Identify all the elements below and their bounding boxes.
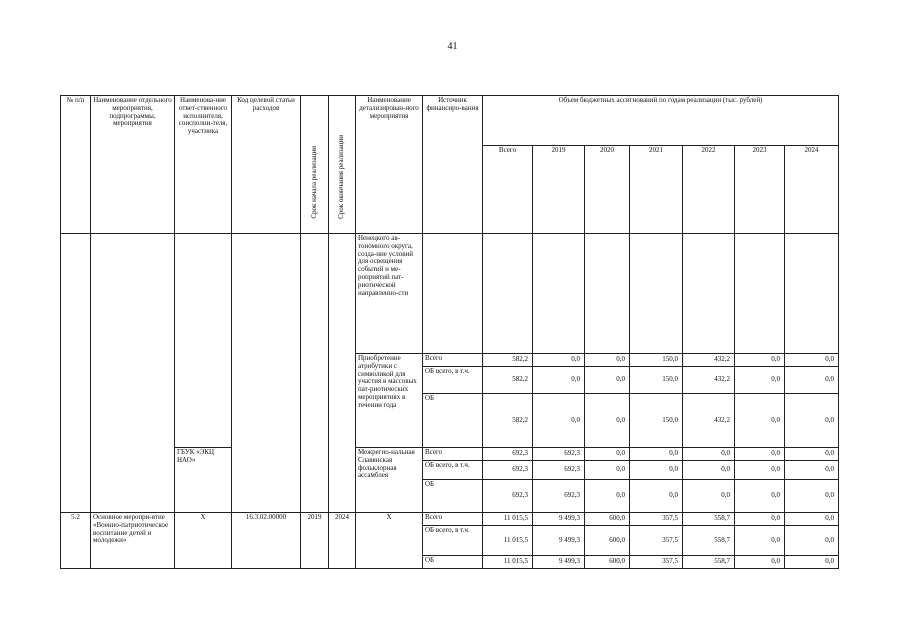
header-source: Источник финансиро-вания — [423, 96, 483, 234]
value-cell: 0,0 — [785, 556, 839, 569]
block1-source-0: Всего — [423, 354, 483, 367]
value-cell: 0,0 — [785, 513, 839, 526]
value-cell: 582,2 — [483, 354, 533, 367]
value-cell: 692,3 — [533, 448, 585, 461]
value-cell: 0,0 — [735, 480, 785, 513]
block3-code: 16.3.02.00000 — [232, 513, 301, 569]
block3-end: 2024 — [329, 513, 356, 569]
header-year-2024: 2024 — [785, 146, 839, 234]
block1-source-2: ОБ — [423, 394, 483, 448]
value-cell: 432,2 — [683, 367, 735, 394]
value-cell: 357,5 — [630, 526, 683, 556]
header-start: Срок начала реализации — [309, 146, 318, 219]
value-cell: 600,0 — [585, 513, 630, 526]
budget-table — [60, 95, 839, 569]
block2-executor: ГБУК «ЭКЦ НАО» — [175, 448, 232, 513]
continuation-text: Ненецкого ав-тономного округа, созда-ние условий для освещения событий и ме-роприятий пат-риотической направленно-сти — [356, 234, 423, 354]
value-cell: 600,0 — [585, 526, 630, 556]
value-cell: 0,0 — [585, 354, 630, 367]
value-cell: 692,3 — [533, 461, 585, 480]
value-cell: 582,2 — [483, 367, 533, 394]
value-cell: 0,0 — [683, 480, 735, 513]
value-cell: 0,0 — [735, 526, 785, 556]
value-cell: 0,0 — [585, 461, 630, 480]
value-cell: 432,2 — [683, 394, 735, 448]
table-row — [61, 448, 839, 461]
block1-detail: Приобретение атрибутики с символикой для участия в массовых пат-риотических мероприятиях в течении года — [356, 354, 423, 448]
value-cell: 432,2 — [683, 354, 735, 367]
value-cell: 0,0 — [683, 461, 735, 480]
value-cell: 0,0 — [630, 461, 683, 480]
value-cell: 692,3 — [483, 461, 533, 480]
header-year-2023: 2023 — [735, 146, 785, 234]
value-cell: 0,0 — [630, 480, 683, 513]
header-year-total: Всего — [483, 146, 533, 234]
page-number: 41 — [447, 41, 458, 52]
header-year-2019: 2019 — [533, 146, 585, 234]
block3-detail: Х — [356, 513, 423, 569]
value-cell: 150,0 — [630, 394, 683, 448]
block3-executor: Х — [175, 513, 232, 569]
value-cell: 11 015,5 — [483, 526, 533, 556]
value-cell: 0,0 — [683, 448, 735, 461]
header-no: № п/п — [61, 96, 91, 234]
value-cell: 0,0 — [785, 526, 839, 556]
value-cell: 558,7 — [683, 513, 735, 526]
value-cell: 0,0 — [735, 367, 785, 394]
block3-start: 2019 — [301, 513, 329, 569]
header-year-2020: 2020 — [585, 146, 630, 234]
header-event-name: Наименование отдельного мероприятия, подпрограммы, мероприятия — [91, 96, 175, 234]
block2-detail: Межрегио-нальная Славянская фольклорная ассамблея — [356, 448, 423, 513]
header-end-cell — [329, 96, 356, 234]
value-cell: 558,7 — [683, 556, 735, 569]
value-cell: 0,0 — [735, 448, 785, 461]
value-cell: 0,0 — [785, 461, 839, 480]
header-executor: Наименова-ние ответ-ственного исполнителя, соисполни-теля, участника — [175, 96, 232, 234]
value-cell: 692,3 — [483, 448, 533, 461]
value-cell: 11 015,5 — [483, 556, 533, 569]
value-cell: 0,0 — [630, 448, 683, 461]
block1-source-1: ОБ всего, в т.ч. — [423, 367, 483, 394]
value-cell: 582,2 — [483, 394, 533, 448]
value-cell: 9 499,3 — [533, 526, 585, 556]
value-cell: 0,0 — [785, 394, 839, 448]
block2-source-1: ОБ всего, в т.ч. — [423, 461, 483, 480]
value-cell: 0,0 — [785, 448, 839, 461]
continuation-row — [61, 234, 839, 354]
value-cell: 0,0 — [533, 367, 585, 394]
value-cell: 0,0 — [533, 394, 585, 448]
value-cell: 150,0 — [630, 354, 683, 367]
value-cell: 9 499,3 — [533, 556, 585, 569]
value-cell: 558,7 — [683, 526, 735, 556]
header-budget: Объем бюджетных ассигнований по годам реализации (тыс. рублей) — [483, 96, 839, 146]
header-year-2021: 2021 — [630, 146, 683, 234]
block2-source-0: Всего — [423, 448, 483, 461]
value-cell: 0,0 — [735, 513, 785, 526]
value-cell: 0,0 — [585, 367, 630, 394]
value-cell: 0,0 — [735, 354, 785, 367]
header-row — [61, 96, 839, 146]
value-cell: 0,0 — [585, 480, 630, 513]
value-cell: 357,5 — [630, 556, 683, 569]
value-cell: 0,0 — [735, 461, 785, 480]
value-cell: 0,0 — [585, 394, 630, 448]
value-cell: 692,3 — [483, 480, 533, 513]
value-cell: 0,0 — [785, 354, 839, 367]
value-cell: 600,0 — [585, 556, 630, 569]
value-cell: 9 499,3 — [533, 513, 585, 526]
table-row — [61, 513, 839, 526]
value-cell: 0,0 — [735, 556, 785, 569]
value-cell: 0,0 — [585, 448, 630, 461]
block2-source-2: ОБ — [423, 480, 483, 513]
value-cell: 0,0 — [735, 394, 785, 448]
value-cell: 150,0 — [630, 367, 683, 394]
value-cell: 0,0 — [785, 367, 839, 394]
value-cell: 357,5 — [630, 513, 683, 526]
value-cell: 0,0 — [785, 480, 839, 513]
header-detail: Наименование детализирован-ного мероприятия — [356, 96, 423, 234]
header-start-cell — [301, 96, 329, 234]
block3-no: 5.2 — [61, 513, 91, 569]
block3-source-0: Всего — [423, 513, 483, 526]
value-cell: 11 015,5 — [483, 513, 533, 526]
value-cell: 0,0 — [533, 354, 585, 367]
header-end: Срок окончания реализации — [337, 135, 346, 219]
value-cell: 692,3 — [533, 480, 585, 513]
block3-source-2: ОБ — [423, 556, 483, 569]
header-code: Код целевой статьи расходов — [232, 96, 301, 234]
block3-source-1: ОБ всего, в т.ч. — [423, 526, 483, 556]
header-year-2022: 2022 — [683, 146, 735, 234]
block3-name: Основное меропри-ятие «Военно-патриотическое воспитание детей и молодежи» — [91, 513, 175, 569]
